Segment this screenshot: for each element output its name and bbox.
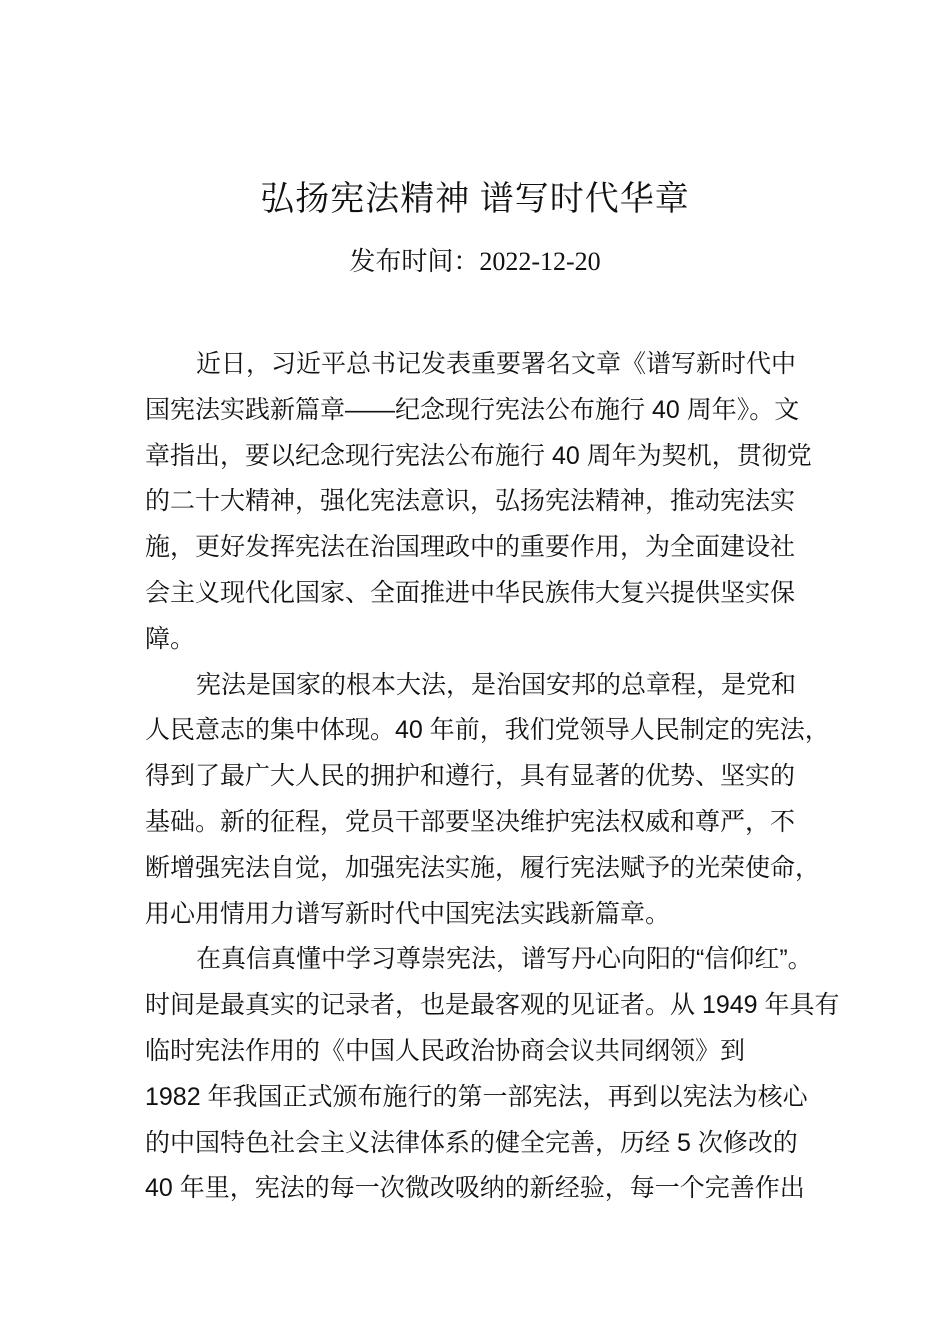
- text-line: 临时宪法作用的《中国人民政治协商会议共同纲领》到: [145, 1036, 746, 1065]
- publish-date: 发布时间：2022-12-20: [349, 247, 601, 276]
- text-line: 会主义现代化国家、全面推进中华民族伟大复兴提供坚实保: [145, 578, 796, 607]
- text-line: 宪法是国家的根本大法，是治国安邦的总章程，是党和: [196, 670, 797, 699]
- text-line: 得到了最广大人民的拥护和遵行，具有显著的优势、坚实的: [145, 762, 796, 791]
- text-line: 的中国特色社会主义法律体系的健全完善，历经 5 次修改的: [145, 1128, 798, 1157]
- text-line: 用心用情用力谱写新时代中国宪法实践新篇章。: [145, 899, 671, 928]
- text-line: 的二十大精神，强化宪法意识，弘扬宪法精神，推动宪法实: [145, 487, 796, 516]
- text-line: 断增强宪法自觉，加强宪法实施，履行宪法赋予的光荣使命，: [145, 853, 821, 882]
- text-line: 国宪法实践新篇章——纪念现行宪法公布施行 40 周年》。文: [145, 395, 800, 424]
- text-line: 施，更好发挥宪法在治国理政中的重要作用，为全面建设社: [145, 533, 796, 562]
- text-line: 障。: [145, 624, 196, 653]
- text-line: 人民意志的集中体现。40 年前，我们党领导人民制定的宪法，: [145, 716, 830, 745]
- article-title: 弘扬宪法精神 谱写时代华章: [260, 181, 690, 218]
- paragraph-1: [145, 342, 825, 663]
- article-body: [145, 342, 840, 1212]
- text-line: 在真信真懂中学习尊崇宪法，谱写丹心向阳的“信仰红”。: [196, 945, 813, 974]
- text-line: 时间是最真实的记录者，也是最客观的见证者。从 1949 年具有: [145, 991, 840, 1020]
- text-line: 基础。新的征程，党员干部要坚决维护宪法权威和尊严，不: [145, 807, 796, 836]
- paragraph-3: [145, 937, 840, 1212]
- text-line: 1982 年我国正式颁布施行的第一部宪法，再到以宪法为核心: [145, 1082, 808, 1111]
- text-line: 40 年里，宪法的每一次微改吸纳的新经验，每一个完善作出: [145, 1174, 805, 1203]
- text-line: 章指出，要以纪念现行宪法公布施行 40 周年为契机，贯彻党: [145, 441, 812, 470]
- paragraph-2: [145, 663, 830, 938]
- text-line: 近日，习近平总书记发表重要署名文章《谱写新时代中: [196, 350, 797, 378]
